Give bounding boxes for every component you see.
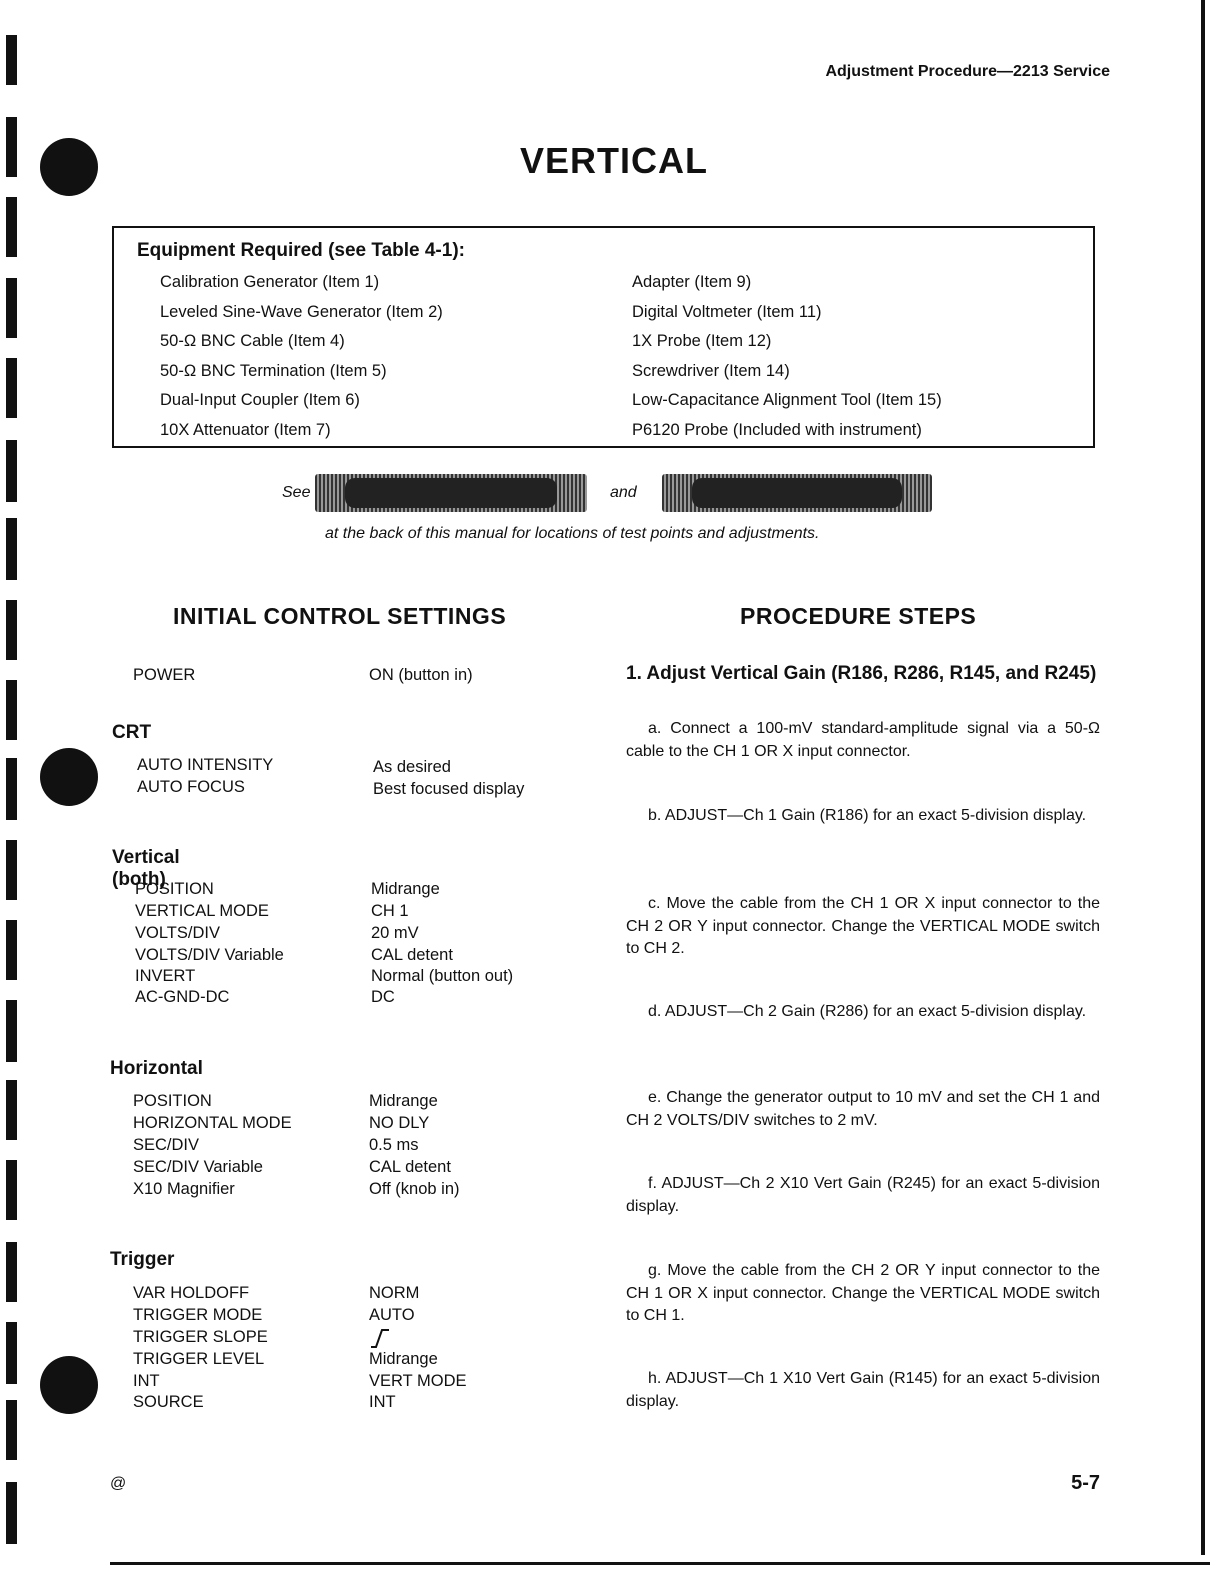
page-border-right: [1201, 0, 1205, 1555]
setting-name: AUTO INTENSITY: [137, 756, 274, 774]
setting-value: Midrange: [371, 880, 440, 898]
setting-value: 20 mV: [371, 924, 419, 942]
setting-value: As desired: [373, 758, 451, 776]
equipment-item: Adapter (Item 9): [632, 273, 752, 291]
setting-value: CAL detent: [371, 946, 453, 964]
initial-settings-heading: INITIAL CONTROL SETTINGS: [173, 603, 507, 629]
setting-name: TRIGGER LEVEL: [133, 1350, 265, 1368]
group-title-vertical: Vertical (both): [112, 847, 180, 890]
substep-g: g. Move the cable from the CH 2 OR Y input connector to the CH 1 OR X input connector. Change the VERTICAL MODE switch to CH 1.: [626, 1262, 1100, 1324]
substep-b: b. ADJUST—Ch 1 Gain (R186) for an exact 5-division display.: [648, 807, 1087, 824]
setting-name: POSITION: [133, 1092, 212, 1110]
setting-value: Best focused display: [373, 780, 525, 798]
setting-name: TRIGGER MODE: [133, 1306, 263, 1324]
setting-value: NO DLY: [369, 1114, 430, 1132]
setting-name: X10 Magnifier: [133, 1180, 235, 1198]
setting-value: CAL detent: [369, 1158, 451, 1176]
substep-a: a. Connect a 100-mV standard-amplitude signal via a 50-Ω cable to the CH 1 OR X input connector.: [626, 720, 1100, 760]
equipment-heading: Equipment Required (see Table 4-1):: [137, 240, 465, 261]
setting-name: SOURCE: [133, 1393, 204, 1411]
equipment-item: P6120 Probe (Included with instrument): [632, 420, 922, 439]
setting-value: INT: [369, 1393, 396, 1411]
setting-name: VAR HOLDOFF: [133, 1284, 250, 1302]
setting-value: Midrange: [369, 1092, 438, 1110]
substep-h: h. ADJUST—Ch 1 X10 Vert Gain (R145) for an exact 5-division display.: [626, 1370, 1100, 1410]
setting-name: AUTO FOCUS: [137, 778, 245, 796]
setting-name: INVERT: [135, 967, 196, 985]
setting-name: INT: [133, 1372, 160, 1390]
setting-value: VERT MODE: [369, 1372, 467, 1390]
setting-value: DC: [371, 988, 395, 1006]
setting-name: POSITION: [135, 880, 214, 898]
setting-value: AUTO: [369, 1306, 415, 1324]
setting-name: POWER: [133, 666, 196, 684]
setting-name: SEC/DIV Variable: [133, 1158, 263, 1176]
equipment-list-right: [632, 271, 942, 448]
equipment-item: Low-Capacitance Alignment Tool (Item 15): [632, 391, 942, 409]
and-label: and: [610, 484, 637, 501]
page-title: VERTICAL: [520, 140, 708, 181]
setting-value: Normal (button out): [371, 967, 514, 985]
page-border-bottom: [110, 1562, 1210, 1565]
setting-name: SEC/DIV: [133, 1136, 200, 1154]
substep-e: e. Change the generator output to 10 mV and set the CH 1 and CH 2 VOLTS/DIV switches to 2 mV.: [626, 1089, 1100, 1129]
equipment-list-left: [160, 271, 443, 448]
setting-name: AC-GND-DC: [135, 988, 230, 1006]
rising-slope-icon: [369, 1326, 391, 1349]
foldout-tab-icon: [315, 474, 587, 512]
foldout-reference: [0, 474, 1228, 514]
setting-value: NORM: [369, 1284, 420, 1302]
punch-hole: [40, 1356, 98, 1414]
see-label: See: [282, 484, 311, 501]
equipment-item: 1X Probe (Item 12): [632, 332, 772, 350]
punch-hole: [40, 748, 98, 806]
substep-c: c. Move the cable from the CH 1 OR X input connector to the CH 2 OR Y input connector. Change the VERTICAL MODE switch to CH 2.: [626, 895, 1100, 957]
running-head: Adjustment Procedure—2213 Service: [825, 63, 1110, 80]
equipment-item: 10X Attenuator (Item 7): [160, 420, 331, 439]
equipment-item: 50-Ω BNC Cable (Item 4): [160, 332, 345, 350]
foldout-tab-icon: [662, 474, 932, 512]
equipment-item: Calibration Generator (Item 1): [160, 273, 380, 291]
equipment-item: 50-Ω BNC Termination (Item 5): [160, 361, 387, 380]
equipment-item: Digital Voltmeter (Item 11): [632, 302, 822, 321]
setting-value: Off (knob in): [369, 1180, 460, 1198]
step-title: 1. Adjust Vertical Gain (R186, R286, R145, and R245): [626, 663, 1097, 684]
setting-name: VOLTS/DIV: [135, 924, 220, 942]
setting-name: TRIGGER SLOPE: [133, 1328, 268, 1346]
group-title-horizontal: Horizontal: [110, 1058, 203, 1079]
group-title-crt: CRT: [112, 722, 152, 743]
setting-value: ON (button in): [369, 666, 473, 684]
group-title-trigger: Trigger: [110, 1249, 175, 1270]
substep-d: d. ADJUST—Ch 2 Gain (R286) for an exact 5-division display.: [648, 1003, 1087, 1020]
equipment-required-box: [112, 226, 1095, 448]
foldout-caption: at the back of this manual for locations of test points and adjustments.: [325, 525, 820, 542]
procedure-heading: PROCEDURE STEPS: [740, 603, 977, 629]
equipment-item: Screwdriver (Item 14): [632, 361, 790, 380]
setting-value: 0.5 ms: [369, 1136, 419, 1154]
setting-name: VERTICAL MODE: [135, 902, 269, 920]
setting-name: HORIZONTAL MODE: [133, 1114, 292, 1132]
setting-value: CH 1: [371, 902, 409, 920]
substep-f: f. ADJUST—Ch 2 X10 Vert Gain (R245) for an exact 5-division display.: [626, 1175, 1100, 1215]
setting-name: VOLTS/DIV Variable: [135, 946, 284, 964]
equipment-item: Dual-Input Coupler (Item 6): [160, 391, 360, 409]
footer-mark: @: [110, 1475, 127, 1492]
setting-value: Midrange: [369, 1350, 438, 1368]
page-number: 5-7: [1071, 1472, 1100, 1494]
equipment-item: Leveled Sine-Wave Generator (Item 2): [160, 302, 443, 321]
